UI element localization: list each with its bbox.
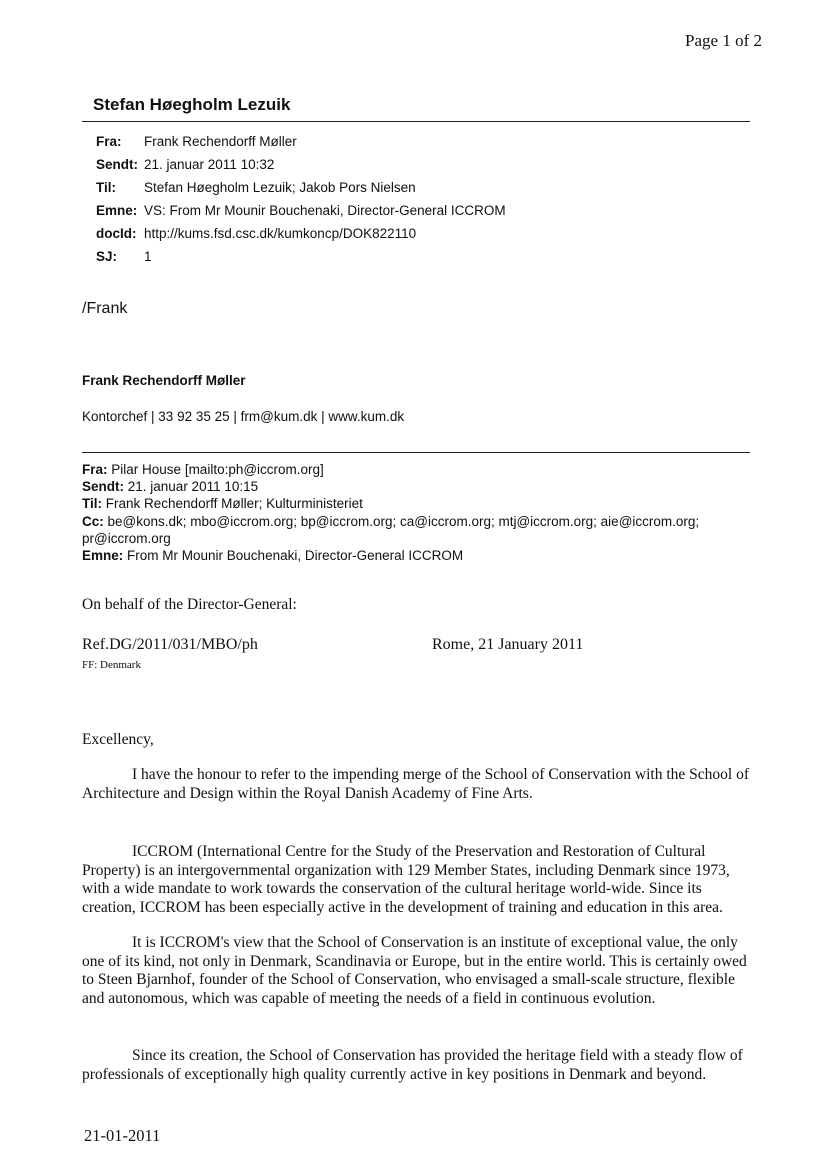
- fwd-to-label: Til:: [82, 496, 102, 512]
- fwd-from-label: Fra:: [82, 462, 108, 477]
- footer-date: 21-01-2011: [84, 1126, 161, 1145]
- letter-salutation: Excellency,: [82, 731, 154, 748]
- letter-paragraph-3-text: It is ICCROM's view that the School of Conservation is an institute of exceptional value, the only one of its kind, not only in Denmark, Scandinavia or Europe, but in the entire world. This is certainly owed to Steen Bjarnhof, founder of the School of Conservation, who envisaged a small-scale structure, flexible and autonomous, which was capable of meeting the needs of a field in continuous evolution.: [82, 934, 747, 1007]
- letter-paragraph-2: [82, 843, 754, 917]
- letter-paragraph-1: [82, 766, 754, 803]
- header-divider: [82, 121, 750, 122]
- header-docid-row: [96, 226, 416, 241]
- fwd-from-row: [82, 461, 750, 478]
- subject-value: VS: From Mr Mounir Bouchenaki, Director-General ICCROM: [144, 203, 506, 218]
- fwd-cc-value: be@kons.dk; mbo@iccrom.org; bp@iccrom.org; ca@iccrom.org; mtj@iccrom.org; aie@iccrom.org; pr@iccrom.org: [82, 513, 700, 546]
- fwd-to-value: Frank Rechendorff Møller; Kulturministeriet: [105, 496, 363, 512]
- mailbox-owner-name: Stefan Høegholm Lezuik: [93, 95, 291, 114]
- fwd-subject-row: [82, 547, 750, 564]
- docid-value: http://kums.fsd.csc.dk/kumkoncp/DOK822110: [144, 226, 417, 241]
- subject-label: Emne:: [96, 203, 138, 218]
- from-label: Fra:: [96, 134, 122, 149]
- letter-paragraph-4-text: Since its creation, the School of Conservation has provided the heritage field with a steady flow of professionals of exceptionally high quality currently active in key positions in Denmark and beyond.: [82, 1047, 743, 1083]
- docid-label: docId:: [96, 226, 137, 241]
- forward-divider: [82, 452, 750, 453]
- fwd-subject-value: From Mr Mounir Bouchenaki, Director-General ICCROM: [127, 548, 464, 564]
- letter-paragraph-4: [82, 1047, 754, 1084]
- forwarded-header: [82, 461, 750, 564]
- to-value: Stefan Høegholm Lezuik; Jakob Pors Nielsen: [144, 180, 416, 195]
- fwd-to-row: [82, 495, 750, 512]
- letter-reference: Ref.DG/2011/031/MBO/ph: [82, 636, 258, 653]
- fwd-from-value: Pilar House [mailto:ph@iccrom.org]: [111, 462, 324, 477]
- letter-paragraph-1-text: I have the honour to refer to the impending merge of the School of Conservation with the School of Architecture and Design within the Royal Danish Academy of Fine Arts.: [82, 766, 749, 802]
- fwd-cc-row: [82, 513, 750, 547]
- fwd-sent-row: [82, 478, 750, 495]
- fwd-subject-label: Emne:: [82, 548, 124, 564]
- fwd-sent-label: Sendt:: [82, 479, 124, 495]
- header-to-row: [96, 180, 416, 195]
- header-sj-row: [96, 249, 152, 264]
- sent-value: 21. januar 2011 10:32: [144, 157, 275, 172]
- signature-name: Frank Rechendorff Møller: [82, 373, 246, 388]
- sj-value: 1: [144, 249, 152, 264]
- to-label: Til:: [96, 180, 116, 195]
- letter-place-date: Rome, 21 January 2011: [432, 636, 584, 653]
- header-from-row: [96, 134, 297, 149]
- letter-ff-line: FF: Denmark: [82, 659, 141, 671]
- letter-paragraph-3: [82, 934, 754, 1008]
- fwd-sent-value: 21. januar 2011 10:15: [127, 479, 259, 495]
- letter-paragraph-2-text: ICCROM (International Centre for the Study of the Preservation and Restoration of Cultural Property) is an intergovernmental organization with 129 Member States, including Denmark since 1973, with a wide mandate to work towards the conservation of the cultural heritage world-wide. Since its creation, ICCROM has been especially active in the development of training and education in this area.: [82, 843, 730, 916]
- message-body-signoff: /Frank: [82, 300, 128, 317]
- header-subject-row: [96, 203, 506, 218]
- header-sent-row: [96, 157, 274, 172]
- signature-contact-info: Kontorchef | 33 92 35 25 | frm@kum.dk | www.kum.dk: [82, 409, 405, 424]
- page-number: Page 1 of 2: [685, 31, 762, 50]
- sent-label: Sendt:: [96, 157, 138, 172]
- sj-label: SJ:: [96, 249, 118, 264]
- fwd-cc-label: Cc:: [82, 513, 104, 529]
- from-value: Frank Rechendorff Møller: [144, 134, 297, 149]
- letter-behalf-line: On behalf of the Director-General:: [82, 596, 297, 613]
